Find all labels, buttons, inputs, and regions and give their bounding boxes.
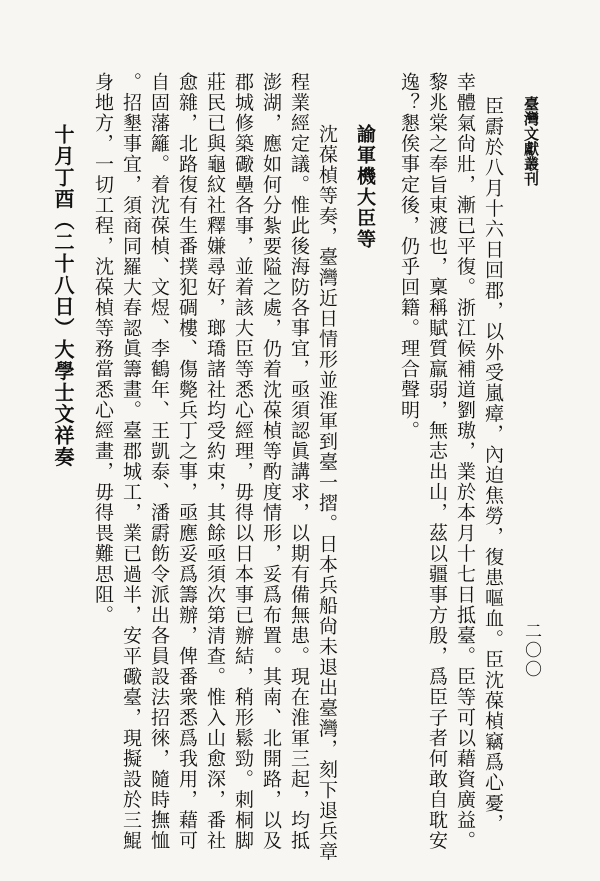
text-column-8: 郡城修築礮壘各事，並着該大臣等悉心經理，毋得以日本事已辦結，稍形鬆勁。刺桐脚 — [232, 72, 254, 851]
page-number: 二〇〇 — [521, 622, 541, 679]
text-column-12: 。招墾事宜，須商同羅大春認眞籌畫。臺郡城工，業已過半，安平礮臺，現擬設於三鯤 — [120, 72, 142, 851]
date-entry-heading: 十月丁酉（二十八日）大學士文祥奏 — [51, 124, 75, 468]
text-column-6: 程業經定議。惟此後海防各事宜，亟須認眞講求，以期有備無患。現在淮軍三起，均抵 — [288, 72, 310, 851]
text-column-11: 自固藩籬。着沈葆楨、文煜、李鶴年、王凱泰、潘霨飭令派出各員設法招徠，隨時撫恤 — [148, 72, 170, 851]
text-column-4: 逸？懇俟事定後，仍乎回籍。理合聲明。 — [398, 72, 420, 441]
text-column-2: 幸體氣尙壯，漸已平復。浙江候補道劉璈，業於本月十七日抵臺。臣等可以藉資廣益。 — [454, 72, 476, 851]
text-column-9: 莊民已與龜紋社釋嫌尋好，瑯𤩝諸社均受約束，其餘亟須次第清查。惟入山愈深，番社 — [204, 72, 226, 851]
text-column-13: 身地方，一切工程，沈葆楨等務當悉心經畫，毋得畏難思阻。 — [92, 72, 114, 626]
text-column-5: 沈葆楨等奏，臺灣近日情形並淮軍到臺一摺。日本兵船尙未退出臺灣，刻下退兵章 — [316, 124, 338, 862]
text-column-10: 愈雜，北路復有生番撲犯碉樓、傷斃兵丁之事，亟應妥爲籌辦，俾番衆悉爲我用，藉可 — [176, 72, 198, 851]
journal-title: 臺灣文獻叢刊 — [522, 96, 540, 186]
text-column-7: 澎湖，應如何分紮要隘之處，仍着沈葆楨等酌度情形，妥爲布置。其南、北開路，以及 — [260, 72, 282, 851]
section-heading: 諭軍機大臣等 — [354, 124, 376, 250]
text-column-1: 臣霨於八月十六日回郡，以外受嵐瘴，內迫焦勞，復患嘔血。臣沈葆楨竊爲心憂， — [482, 96, 504, 834]
text-column-3: 黎兆棠之奉旨東渡也，稟稱賦質羸弱，無志出山，茲以疆事方殷，爲臣子者何敢自耽安 — [426, 72, 448, 851]
